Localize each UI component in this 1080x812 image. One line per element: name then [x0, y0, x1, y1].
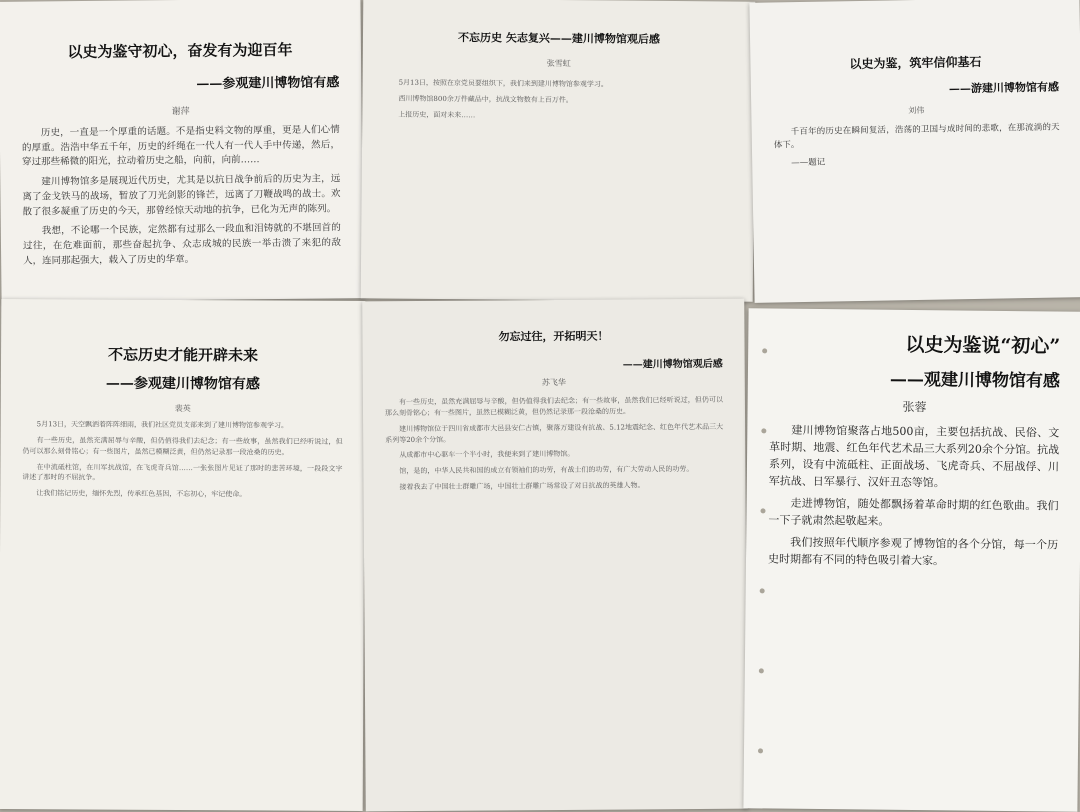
- document-page-4: [0, 299, 365, 811]
- doc4-body: [22, 419, 342, 501]
- document-page-2: [361, 0, 756, 302]
- doc2-paragraph: 5月13日，按照在京党员要组织下，我们来到建川博物馆参观学习。: [398, 78, 608, 89]
- doc5-body: [385, 395, 724, 493]
- doc3-note: ——题记: [791, 157, 826, 169]
- doc6-paragraph: 我们按照年代顺序参观了博物馆的各个分馆，每一个历史时期都有不同的特色吸引着大家。: [767, 535, 1059, 568]
- doc6-title: 以史为鉴说“初心”: [905, 333, 1061, 358]
- doc2-paragraph: 上报历史，面对未来……: [398, 110, 476, 119]
- document-page-3: [749, 0, 1080, 303]
- doc1-paragraph: 我想，不论哪一个民族，定然都有过那么一段血和泪铸就的不堪回首的过往，在危难面前，那些奋起抗争、众志成城的民族一举击溃了来犯的敌人，连同那起强大，载入了历史的华章。: [22, 222, 342, 267]
- doc2-body: [384, 77, 732, 123]
- doc3-title: 以史为鉴，筑牢信仰基石: [849, 54, 982, 72]
- doc4-paragraph: 5月13日，天空飘洒着阵阵细雨，我们社区党员支部来到了建川博物馆参观学习。: [36, 420, 289, 430]
- doc4-paragraph: 有一些历史，虽然充满屈辱与辛酸，但仍值得我们去纪念；有一些故事，虽然我们已经听说过，但仍可以那么刻骨铭心；有一些图片，虽然已模糊泛黄，但仍然记录那一段沧桑的历史。: [22, 436, 343, 457]
- document-page-6: [743, 308, 1080, 811]
- doc1-subtitle: ——参观建川博物馆有感: [196, 75, 340, 92]
- doc5-subtitle: ——建川博物馆观后感: [622, 358, 723, 371]
- document-page-1: [0, 0, 364, 302]
- doc3-body: [774, 122, 1061, 172]
- doc3-author: 刘伟: [908, 105, 925, 116]
- doc5-paragraph: 接着我去了中国壮士群雕广场，中国壮士群雕广场常设了对日抗战的英雄人物。: [399, 481, 645, 492]
- doc2-paragraph: 西川博物馆800余万件藏品中，抗战文物数有上百万件。: [398, 94, 573, 104]
- doc3-paragraph: 千百年的历史在瞬间复活，浩荡的卫国与成时间的悲歌，在那流淌的天体下。: [773, 122, 1060, 151]
- doc5-author: 苏飞华: [541, 377, 566, 388]
- doc6-paragraph: 走进博物馆，随处都飘扬着革命时期的红色歌曲。我们一下子就肃然起敬起来。: [768, 496, 1059, 528]
- doc4-paragraph: 让我们铭记历史，缅怀先烈，传承红色基因，不忘初心，牢记使命。: [36, 489, 247, 499]
- doc5-paragraph: 建川博物馆位于四川省成都市大邑县安仁古镇，聚落万建设有抗战、5.12地震纪念、红色年代艺术品三大系列等20余个分馆。: [385, 422, 724, 444]
- binder-holes: [757, 308, 768, 808]
- doc1-title: 以史为鉴守初心，奋发有为迎百年: [67, 40, 293, 62]
- doc5-title: 勿忘过往，开拓明天！: [498, 329, 609, 344]
- doc5-paragraph: 有一些历史，虽然充满屈辱与辛酸，但仍值得我们去纪念；有一些故事，虽然我们已经听说过，但仍可以那么刻骨铭心；有一些图片，虽然已模糊泛黄，但仍然记录那一段沧桑的历史。: [384, 395, 723, 418]
- doc4-paragraph: 在中流砥柱馆，在川军抗战馆，在飞虎奇兵馆……一张张图片见证了那时的悲苦环境，一段段文字讲述了那时的不屈抗争。: [22, 462, 343, 482]
- doc1-paragraph: 建川博物馆多是展现近代历史，尤其是以抗日战争前后的历史为主，远离了金戈铁马的战场，暂放了刀光剑影的锋芒，远离了刀鞭战鸣的战士。欢散了很多凝重了历史的今天，那曾经惊天动地的抗争，已化为无声的陈列。: [22, 173, 341, 218]
- doc6-author: 张蓉: [902, 399, 927, 415]
- doc5-paragraph: 馆，是的，中华人民共和国的成立有领袖们的功劳，有战士们的功劳，有广大劳动人民的功劳。: [399, 465, 694, 476]
- doc6-body: [768, 421, 1060, 570]
- doc1-author: 谢萍: [171, 106, 190, 118]
- doc3-subtitle: ——游建川博物馆有感: [948, 80, 1060, 96]
- doc4-subtitle: ——参观建川博物馆有感: [105, 375, 260, 393]
- doc4-title: 不忘历史才能开辟未来: [107, 345, 259, 365]
- doc1-body: [22, 123, 341, 269]
- doc1-paragraph: 历史，一直是一个厚重的话题。不是指史料文物的厚重，更是人们心情的厚重。浩浩中华五千年，历史的纤绳在一代人有一代人手中传递，然后，穿过那些稀微的阳光，拉动着历史之船，向前，向前……: [21, 124, 341, 169]
- document-page-5: [362, 299, 748, 812]
- doc6-paragraph: 建川博物馆聚落占地500亩，主要包括抗战、民俗、文革时期、地震、红色年代艺术品三大系列20余个分馆。抗战系列，设有中流砥柱、正面战场、飞虎奇兵、不屈战俘、川军抗战、日军暴行、汉奸丑态等馆。: [768, 423, 1060, 490]
- doc6-subtitle: ——观建川博物馆有感: [889, 369, 1060, 392]
- doc2-author: 张雪虹: [546, 58, 571, 69]
- doc5-paragraph: 从成都市中心驱车一个半小时，我便来到了建川博物馆。: [399, 450, 575, 460]
- doc4-author: 裴英: [174, 403, 191, 414]
- doc2-title: 不忘历史 矢志复兴——建川博物馆观后感: [457, 31, 660, 46]
